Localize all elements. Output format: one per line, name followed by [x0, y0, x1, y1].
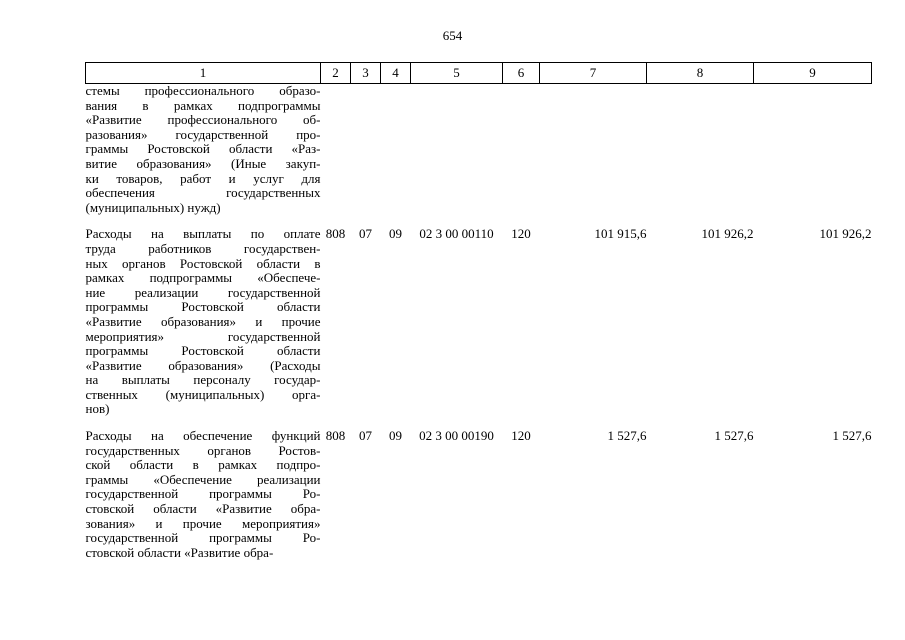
description-line: разования» государственной про- [85, 126, 321, 142]
description-line: «Развитие образования» (Расходы [85, 357, 321, 373]
subsection-code [381, 84, 411, 216]
amount-year-2: 101 926,2 [701, 226, 754, 242]
amount-year-3: 101 926,2 [819, 226, 872, 242]
amount-year-3: 1 527,6 [832, 428, 872, 444]
description-line: нов) [85, 401, 110, 417]
description-line: мероприятия» государственной [85, 328, 321, 344]
amount-year-2 [647, 84, 754, 216]
description-line: Расходы на обеспечение функций [85, 428, 321, 444]
description-line: программы Ростовской области [85, 299, 321, 315]
ministry-code: 808 [325, 428, 346, 444]
target-article-code: 02 3 00 00190 [419, 428, 494, 444]
description-line: ние реализации государственной [85, 284, 321, 300]
row-description [86, 227, 321, 417]
table-row [86, 429, 872, 560]
column-header: 3 [351, 63, 381, 84]
amount-year-1 [540, 84, 647, 216]
amount-year-1: 1 527,6 [607, 428, 647, 444]
amount-year-1: 101 915,6 [594, 226, 647, 242]
description-line: стовской области «Развитие обра- [85, 544, 274, 560]
description-line: обеспечения государственных [85, 185, 321, 201]
description-line: ственных (муниципальных) орга- [85, 386, 321, 402]
description-line: граммы Ростовской области «Раз- [85, 141, 321, 157]
description-line: зования» и прочие мероприятия» [85, 515, 321, 531]
description-line: Расходы на выплаты по оплате [85, 226, 321, 242]
column-header: 9 [754, 63, 872, 84]
description-line: государственных органов Ростов- [85, 442, 321, 458]
table-row [86, 227, 872, 417]
column-header: 4 [381, 63, 411, 84]
description-line: ки товаров, работ и услуг для [85, 170, 321, 186]
section-code: 07 [359, 428, 372, 444]
target-article-code [411, 84, 503, 216]
column-header: 2 [321, 63, 351, 84]
description-line: граммы «Обеспечение реализации [85, 471, 321, 487]
description-line: труда работников государствен- [85, 240, 321, 256]
description-line: «Развитие профессионального об- [85, 112, 321, 128]
description-line: на выплаты персоналу государ- [85, 372, 321, 388]
description-line: рамках подпрограммы «Обеспече- [85, 270, 321, 286]
description-line: вания в рамках подпрограммы [85, 97, 321, 113]
subsection-code: 09 [389, 226, 402, 242]
description-line: ской области в рамках подпро- [85, 457, 321, 473]
column-header: 1 [86, 63, 321, 84]
description-line: программы Ростовской области [85, 343, 321, 359]
description-line: государственной программы Ро- [85, 530, 321, 546]
budget-table [85, 62, 872, 560]
ministry-code [321, 84, 351, 216]
target-article-code: 02 3 00 00110 [419, 226, 494, 242]
description-line: стовской области «Развитие обра- [85, 501, 321, 517]
description-line: государственной программы Ро- [85, 486, 321, 502]
row-description [86, 429, 321, 560]
description-line: «Развитие образования» и прочие [85, 313, 321, 329]
description-line: ных органов Ростовской области в [85, 255, 321, 271]
table-row [86, 84, 872, 216]
row-description [86, 84, 321, 216]
expense-type-code: 120 [511, 226, 531, 242]
expense-type-code: 120 [511, 428, 531, 444]
expense-type-code [503, 84, 540, 216]
header-row [86, 63, 872, 84]
column-header: 6 [503, 63, 540, 84]
ministry-code: 808 [325, 226, 346, 242]
page-number: 654 [442, 28, 463, 43]
section-code [351, 84, 381, 216]
description-line: витие образования» (Иные закуп- [85, 155, 321, 171]
column-header: 8 [647, 63, 754, 84]
column-header: 5 [411, 63, 503, 84]
description-line: стемы профессионального образо- [85, 83, 321, 98]
section-code: 07 [359, 226, 372, 242]
amount-year-2: 1 527,6 [714, 428, 754, 444]
subsection-code: 09 [389, 428, 402, 444]
column-header: 7 [540, 63, 647, 84]
description-line: (муниципальных) нужд) [85, 199, 221, 215]
amount-year-3 [754, 84, 872, 216]
